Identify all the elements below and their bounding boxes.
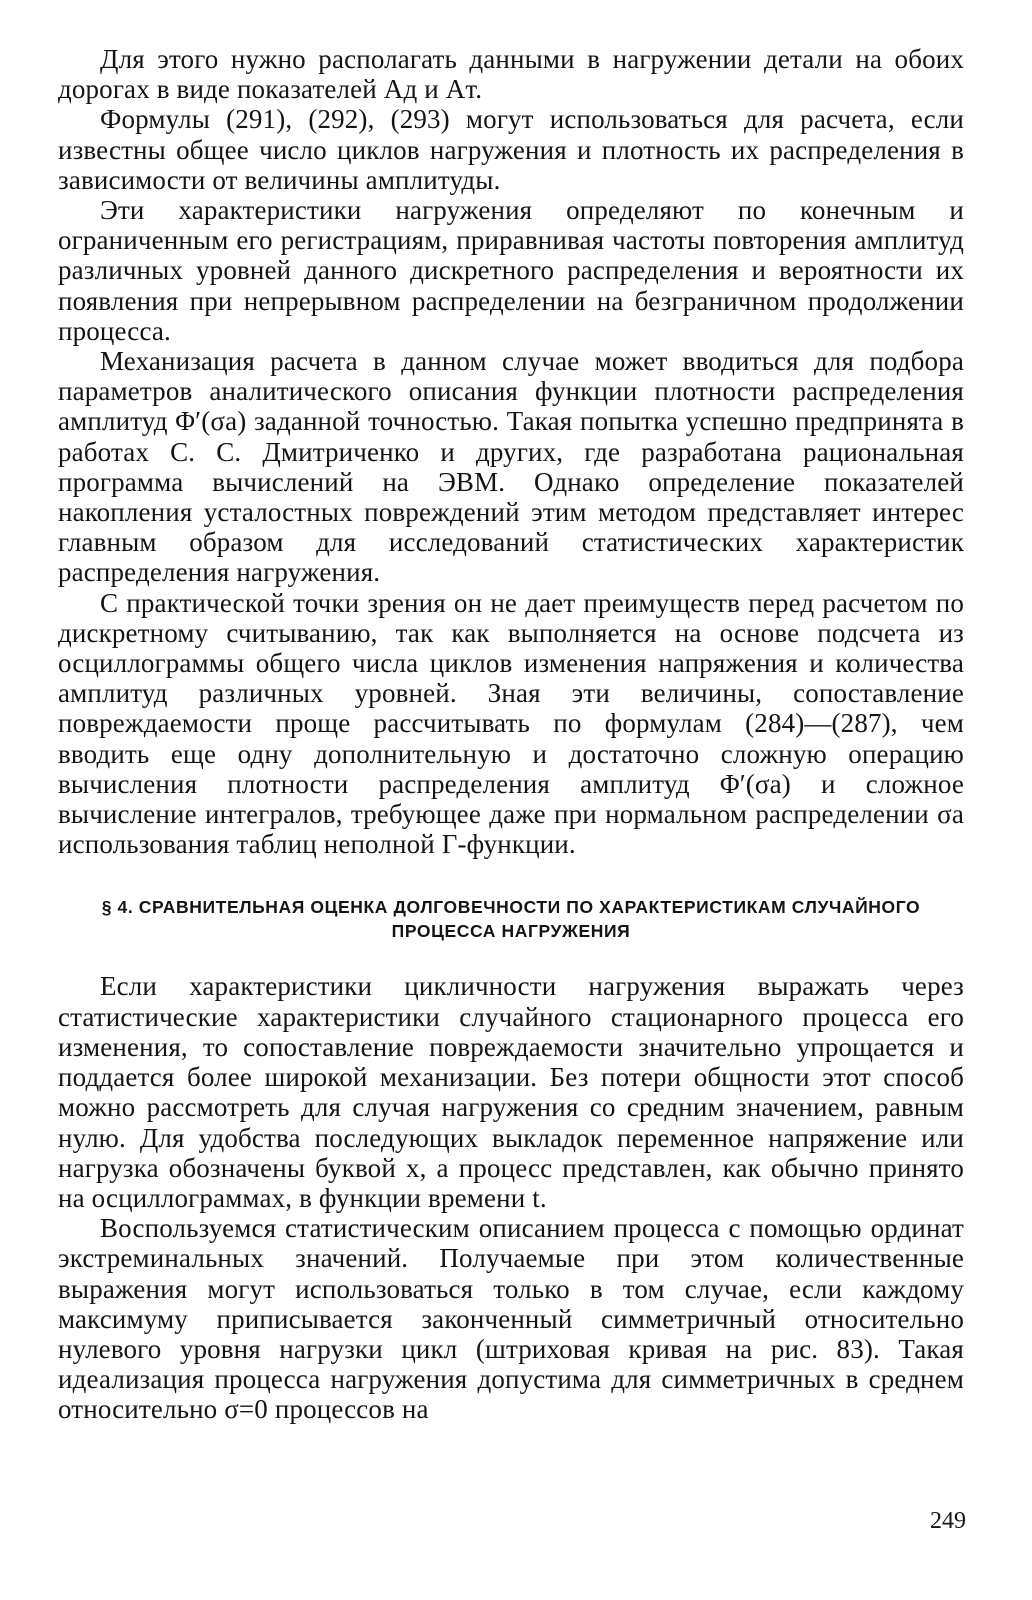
paragraph: Для этого нужно располагать данными в нагружении детали на обоих дорогах в виде показателей Aд и Aт.	[58, 44, 964, 105]
section-heading-line: ПРОЦЕССА НАГРУЖЕНИЯ	[391, 921, 631, 942]
section-heading-line: § 4. СРАВНИТЕЛЬНАЯ ОЦЕНКА ДОЛГОВЕЧНОСТИ ПО ХАРАКТЕРИСТИКАМ СЛУЧАЙНОГО	[101, 897, 921, 918]
paragraph: Эти характеристики нагружения определяют по конечным и ограниченным его регистрациям, приравнивая частоты повторения амплитуд различных уровней данного дискретного распределения и вероятности их появления при непрерывном распределении на безграничном продолжении процесса.	[58, 195, 964, 346]
paragraph: Механизация расчета в данном случае может вводиться для подбора параметров аналитического описания функции плотности распределения амплитуд Φ′(σa) заданной точностью. Такая попытка успешно предпринята в работах С. С. Дмитриченко и других, где разработана рациональная программа вычислений на ЭВМ. Однако определение показателей накопления усталостных повреждений этим методом представляет интерес главным образом для исследований статистических характеристик распределения нагружения.	[58, 346, 964, 588]
section-heading	[98, 895, 924, 943]
paragraph: Если характеристики цикличности нагружения выражать через статистические характеристики случайного стационарного процесса его изменения, то сопоставление повреждаемости значительно упрощается и поддается более широкой механизации. Без потери общности этот способ можно рассмотреть для случая нагружения со средним значением, равным нулю. Для удобства последующих выкладок переменное напряжение или нагрузка обозначены буквой x, а процесс представлен, как обычно принято на осциллограммах, в функции времени t.	[58, 971, 964, 1213]
paragraph: С практической точки зрения он не дает преимуществ перед расчетом по дискретному считыванию, так как выполняется на основе подсчета из осциллограммы общего числа циклов изменения напряжения и количества амплитуд различных уровней. Зная эти величины, сопоставление повреждаемости проще рассчитывать по формулам (284)—(287), чем вводить еще одну дополнительную и достаточно сложную операцию вычисления плотности распределения амплитуд Φ′(σa) и сложное вычисление интегралов, требующее даже при нормальном распределении σa использования таблиц неполной Γ-функции.	[58, 587, 964, 860]
paragraph: Формулы (291), (292), (293) могут использоваться для расчета, если известны общее число циклов нагружения и плотность их распределения в зависимости от величины амплитуды.	[58, 104, 964, 195]
page-number: 249	[930, 1508, 966, 1534]
paragraph: Воспользуемся статистическим описанием процесса с помощью ординат экстреминальных значений. Получаемые при этом количественные выражения могут использоваться только в том случае, если каждому максимуму приписывается законченный симметричный относительно нулевого уровня нагрузки цикл (штриховая кривая на рис. 83). Такая идеализация процесса нагружения допустима для симметричных в среднем относительно σ=0 процессов на	[58, 1213, 964, 1425]
